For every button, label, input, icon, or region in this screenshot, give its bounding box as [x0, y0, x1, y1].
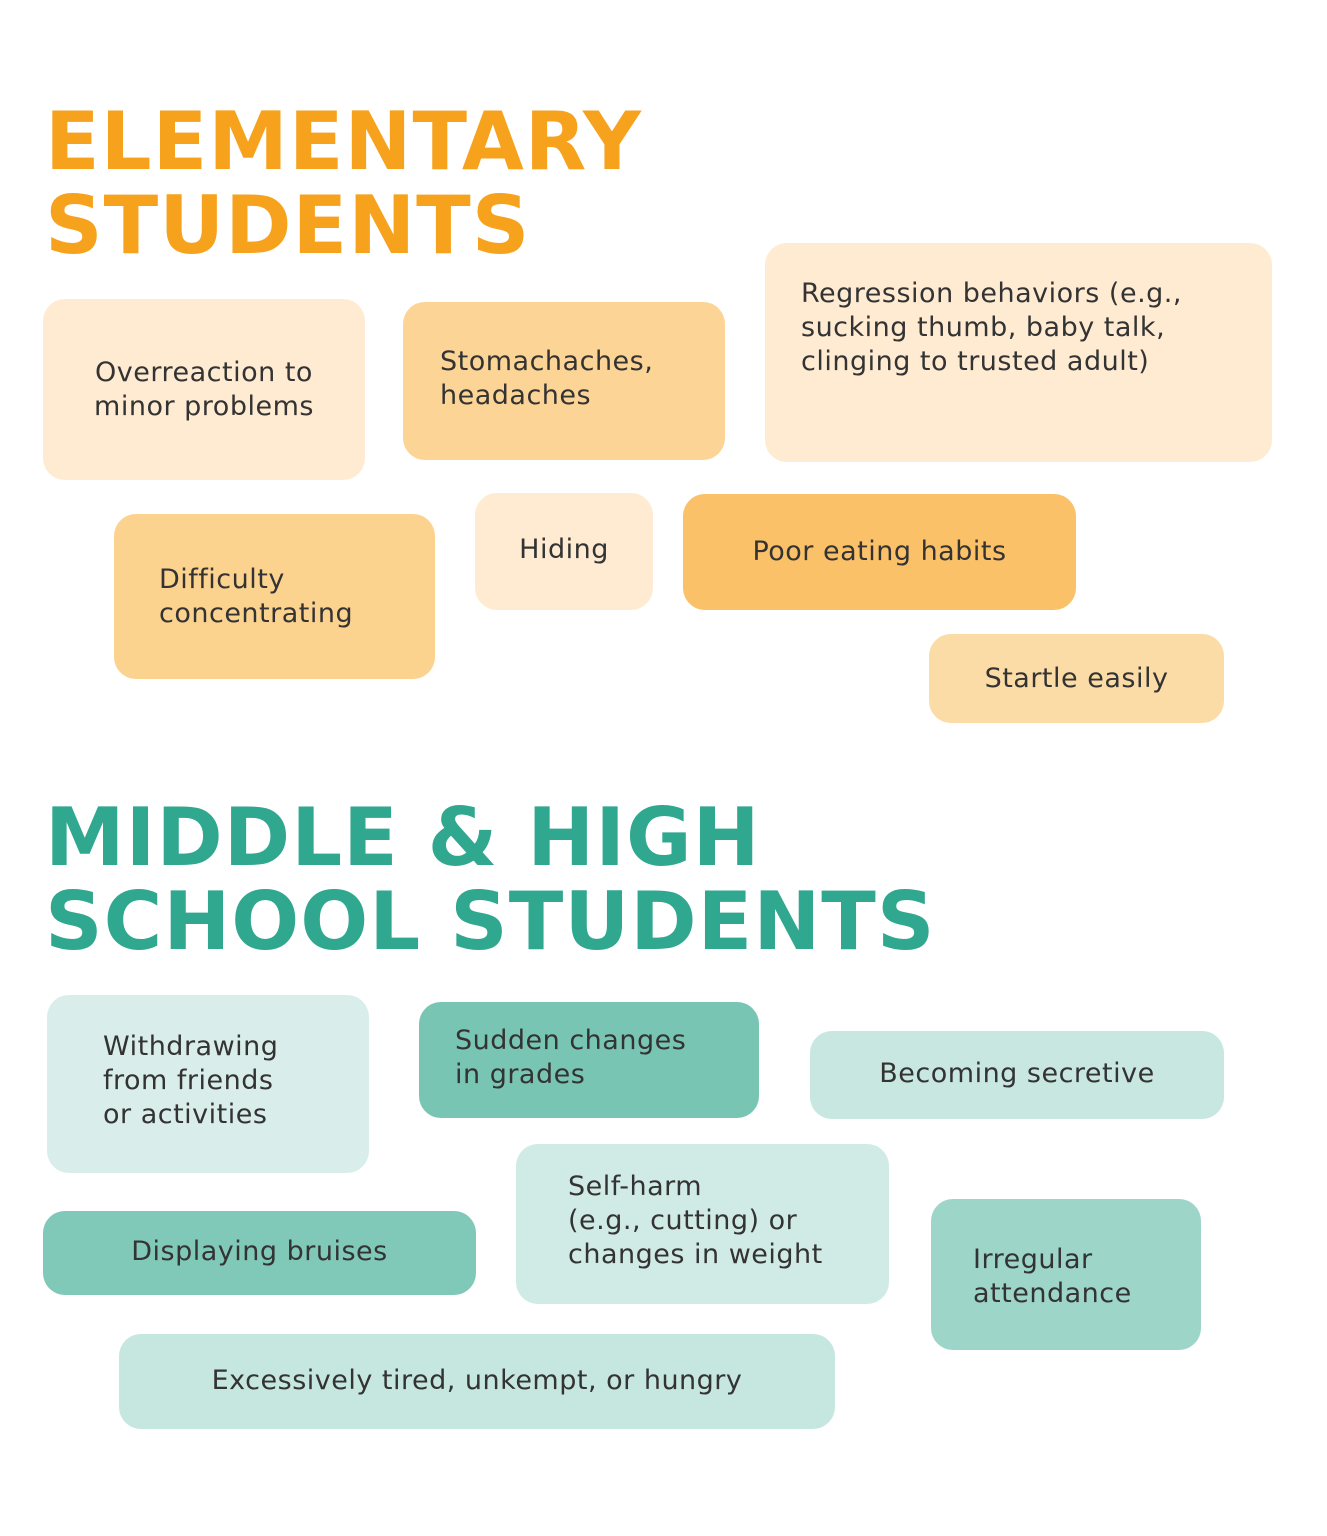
card-secretive [810, 1031, 1224, 1119]
middle-high-heading [45, 791, 936, 968]
card-tired [119, 1334, 835, 1429]
card-difficulty [114, 514, 435, 679]
card-regression-text: Regression behaviors (e.g., sucking thumb, baby talk, clinging to trusted adult) [801, 277, 1182, 377]
card-selfharm-text: Self-harm (e.g., cutting) or changes in weight [568, 1171, 823, 1270]
card-bruises [43, 1211, 476, 1295]
card-startle [929, 634, 1224, 723]
card-hiding [475, 493, 653, 610]
card-bruises-text: Displaying bruises [131, 1236, 388, 1267]
card-stomachaches-text: Stomachaches, headaches [440, 346, 654, 411]
card-secretive-text: Becoming secretive [879, 1058, 1155, 1089]
card-overreaction [43, 299, 365, 480]
card-eating-text: Poor eating habits [752, 536, 1007, 567]
elementary-heading [45, 95, 642, 272]
card-eating [683, 494, 1076, 610]
card-difficulty-text: Difficulty concentrating [159, 563, 354, 629]
card-stomachaches [403, 302, 725, 460]
card-withdrawing [47, 995, 369, 1173]
card-attendance-text: Irregular attendance [973, 1243, 1132, 1309]
card-grades [419, 1002, 759, 1118]
card-regression [765, 243, 1272, 462]
card-overreaction-text: Overreaction to minor problems [94, 356, 314, 422]
middle-high-heading-line2: SCHOOL STUDENTS [45, 875, 936, 968]
card-attendance [931, 1199, 1201, 1350]
card-grades-text: Sudden changes in grades [455, 1025, 687, 1090]
card-selfharm [516, 1144, 889, 1304]
elementary-heading-line1: ELEMENTARY [45, 95, 642, 188]
card-startle-text: Startle easily [984, 662, 1169, 694]
card-withdrawing-text: Withdrawing from friends or activities [103, 1031, 279, 1130]
card-tired-text: Excessively tired, unkempt, or hungry [211, 1364, 743, 1396]
card-hiding-text: Hiding [519, 533, 609, 565]
elementary-heading-line2: STUDENTS [45, 179, 531, 272]
middle-high-heading-line1: MIDDLE & HIGH [45, 791, 761, 884]
